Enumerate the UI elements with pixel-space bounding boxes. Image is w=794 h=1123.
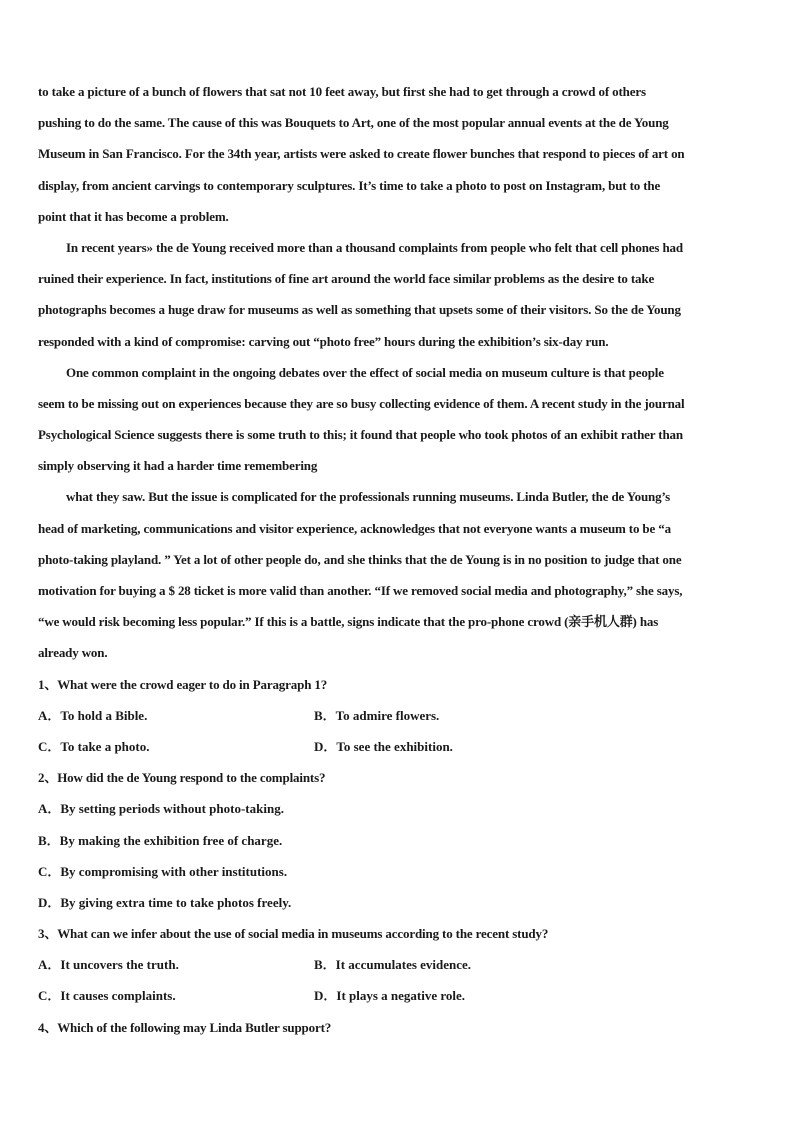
passage-line: In recent years» the de Young received more than a thousand complaints from people who felt that cell phones had [66, 239, 683, 255]
question-2 [38, 762, 758, 918]
passage-line: Museum in San Francisco. For the 34th year, artists were asked to create flower bunches that respond to pieces of art on [38, 146, 685, 162]
passage-line: simply observing it had a harder time remembering [38, 458, 318, 474]
option-d[interactable]: D．By giving extra time to take photos freely. [38, 894, 292, 910]
passage-line: pushing to do the same. The cause of this was Bouquets to Art, one of the most popular annual events at the de Young [38, 115, 669, 131]
passage-line: Psychological Science suggests there is some truth to this; it found that people who took photos of an exhibit rather than [38, 427, 683, 443]
option-c[interactable]: C．It causes complaints. [38, 988, 176, 1004]
passage-line: responded with a kind of compromise: carving out “photo free” hours during the exhibition’s six-day run. [38, 333, 609, 349]
question-3 [38, 918, 758, 1012]
option-d[interactable]: D．To see the exhibition. [314, 738, 453, 754]
question-stem: 1、What were the crowd eager to do in Paragraph 1? [38, 676, 328, 692]
reading-passage [38, 76, 758, 669]
passage-line: already won. [38, 645, 108, 661]
question-stem: 3、What can we infer about the use of social media in museums according to the recent study? [38, 926, 549, 942]
option-b[interactable]: B．To admire flowers. [314, 707, 440, 723]
passage-line: ruined their experience. In fact, institutions of fine art around the world face similar problems as the desire to take [38, 271, 655, 287]
option-row [38, 700, 758, 731]
passage-line: to take a picture of a bunch of flowers that sat not 10 feet away, but first she had to get through a crowd of others [38, 84, 646, 99]
passage-line: “we would risk becoming less popular.” If this is a battle, signs indicate that the pro-phone crowd (亲手机人群) has [38, 614, 659, 630]
option-c[interactable]: C．By compromising with other institutions. [38, 863, 288, 879]
question-1 [38, 669, 758, 763]
option-row [38, 793, 758, 824]
option-a[interactable]: A．By setting periods without photo-taking. [38, 801, 284, 817]
passage-line: One common complaint in the ongoing debates over the effect of social media on museum culture is that people [66, 364, 664, 380]
option-row [38, 856, 758, 887]
document-page [38, 76, 758, 1043]
option-row [38, 887, 758, 918]
option-a[interactable]: A．To hold a Bible. [38, 707, 148, 723]
option-row [38, 949, 758, 980]
option-b[interactable]: B．It accumulates evidence. [314, 957, 472, 973]
question-4 [38, 1012, 758, 1043]
passage-line: photographs becomes a huge draw for museums as well as something that upsets some of their visitors. So the de Young [38, 302, 681, 318]
passage-line: what they saw. But the issue is complicated for the professionals running museums. Linda Butler, the de Young’s [66, 489, 671, 505]
passage-line: point that it has become a problem. [38, 208, 229, 224]
option-c[interactable]: C．To take a photo. [38, 738, 150, 754]
option-row [38, 731, 758, 762]
passage-line: seem to be missing out on experiences because they are so busy collecting evidence of them. A recent study in the journal [38, 395, 685, 411]
option-row [38, 980, 758, 1011]
passage-line: head of marketing, communications and visitor experience, acknowledges that not everyone wants a museum to be “a [38, 520, 671, 536]
passage-line: photo-taking playland. ” Yet a lot of other people do, and she thinks that the de Young is in no position to judge that one [38, 551, 682, 567]
passage-line: motivation for buying a $ 28 ticket is more valid than another. “If we removed social media and photography,” she says, [38, 583, 683, 598]
option-d[interactable]: D．It plays a negative role. [314, 988, 466, 1004]
option-a[interactable]: A．It uncovers the truth. [38, 957, 179, 973]
option-row [38, 825, 758, 856]
option-b[interactable]: B．By making the exhibition free of charge. [38, 832, 283, 848]
question-stem: 2、How did the de Young respond to the complaints? [38, 770, 326, 786]
passage-line: display, from ancient carvings to contemporary sculptures. It’s time to take a photo to post on Instagram, but to the [38, 177, 661, 193]
question-stem: 4、Which of the following may Linda Butler support? [38, 1019, 332, 1035]
